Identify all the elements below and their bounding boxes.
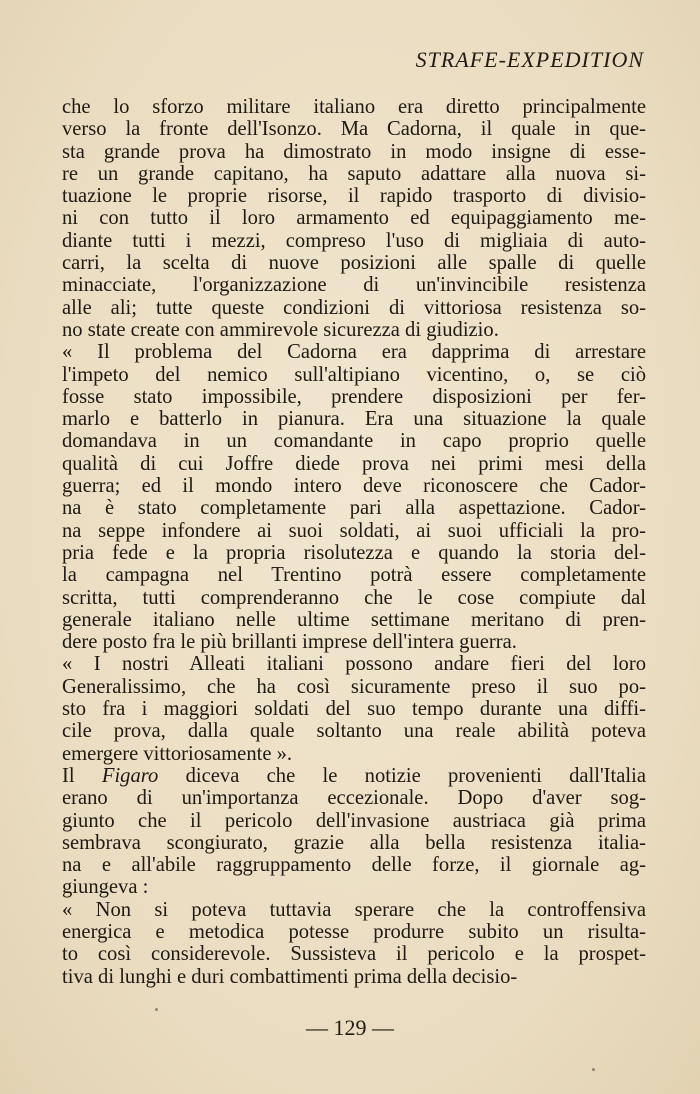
text-line: na seppe infondere ai suoi soldati, ai suoi ufficiali la pro- [62, 519, 646, 542]
text-line: na è stato completamente pari alla aspettazione. Cador- [62, 497, 646, 520]
text-line: emergere vittoriosamente ». [62, 742, 293, 765]
text-line: dere posto fra le più brillanti imprese dell'intera guerra. [62, 631, 517, 654]
text-line: verso la fronte dell'Isonzo. Ma Cadorna, il quale in que- [62, 118, 646, 141]
text-line: na e all'abile raggruppamento delle forze, il giornale ag- [62, 854, 646, 877]
text-line: erano di un'importanza eccezionale. Dopo d'aver sog- [62, 787, 646, 810]
text-line: « Non si poteva tuttavia sperare che la controffensiva [62, 898, 646, 921]
paragraph [62, 899, 646, 988]
text-line: « Il problema del Cadorna era dapprima di arrestare [62, 341, 646, 364]
text-line: domandava in un comandante in capo proprio quelle [62, 430, 646, 453]
text-line: diante tutti i mezzi, compreso l'uso di migliaia di auto- [62, 229, 646, 252]
text-line: tuazione le proprie risorse, il rapido trasporto di divisio- [62, 185, 646, 208]
text-line: tiva di lunghi e duri combattimenti prima della decisio- [62, 965, 518, 988]
text-line: sta grande prova ha dimostrato in modo insigne di esse- [62, 140, 646, 163]
text-line: minacciate, l'organizzazione di un'invincibile resistenza [62, 274, 646, 297]
text-line: cile prova, dalla quale soltanto una reale abilità poteva [62, 720, 646, 743]
text-line: sto fra i maggiori soldati del suo tempo durante una diffi- [62, 698, 646, 721]
text-line: la campagna nel Trentino potrà essere completamente [62, 564, 646, 587]
paragraph [62, 765, 646, 899]
text-line: sembrava scongiurato, grazie alla bella resistenza italia- [62, 831, 646, 854]
text-line: fosse stato impossibile, prendere disposizioni per fer- [62, 385, 646, 408]
text-line: scritta, tutti comprenderanno che le cose compiute dal [62, 586, 646, 609]
body-text [62, 96, 646, 988]
text-line: energica e metodica potesse produrre subito un risulta- [62, 920, 646, 943]
page-number: — 129 — [306, 1015, 394, 1040]
text-line: giungeva : [62, 876, 149, 899]
paper-speck [592, 1068, 595, 1071]
paragraph [62, 96, 646, 341]
paper-speck [155, 1008, 158, 1011]
running-head: STRAFE-EXPEDITION [415, 47, 644, 72]
text-line: generale italiano nelle ultime settimane meritano di pren- [62, 608, 646, 631]
text-line: qualità di cui Joffre diede prova nei primi mesi della [62, 452, 646, 475]
text-line: re un grande capitano, ha saputo adattare alla nuova si- [62, 162, 646, 185]
text-line: carri, la scelta di nuove posizioni alle spalle di quelle [62, 252, 646, 275]
text-line: pria fede e la propria risolutezza e quando la storia del- [62, 541, 646, 564]
text-line: Il Figaro diceva che le notizie provenienti dall'Italia [62, 764, 646, 787]
text-line: marlo e batterlo in pianura. Era una situazione la quale [62, 408, 646, 431]
text-line: no state create con ammirevole sicurezza di giudizio. [62, 318, 499, 341]
text-line: giunto che il pericolo dell'invasione austriaca già prima [62, 809, 646, 832]
paragraph [62, 653, 646, 764]
text-line: alle ali; tutte queste condizioni di vittoriosa resistenza so- [62, 296, 646, 319]
text-line: to così considerevole. Sussisteva il pericolo e la prospet- [62, 943, 646, 966]
text-line: Generalissimo, che ha così sicuramente preso il suo po- [62, 675, 646, 698]
paragraph [62, 341, 646, 653]
text-line: che lo sforzo militare italiano era diretto principalmente [62, 96, 646, 118]
text-line: l'impeto del nemico sull'altipiano vicentino, o, se ciò [62, 363, 646, 386]
text-line: guerra; ed il mondo intero deve riconoscere che Cador- [62, 475, 646, 498]
text-line: « I nostri Alleati italiani possono andare fieri del loro [62, 653, 646, 676]
text-line: ni con tutto il loro armamento ed equipaggiamento me- [62, 207, 646, 230]
